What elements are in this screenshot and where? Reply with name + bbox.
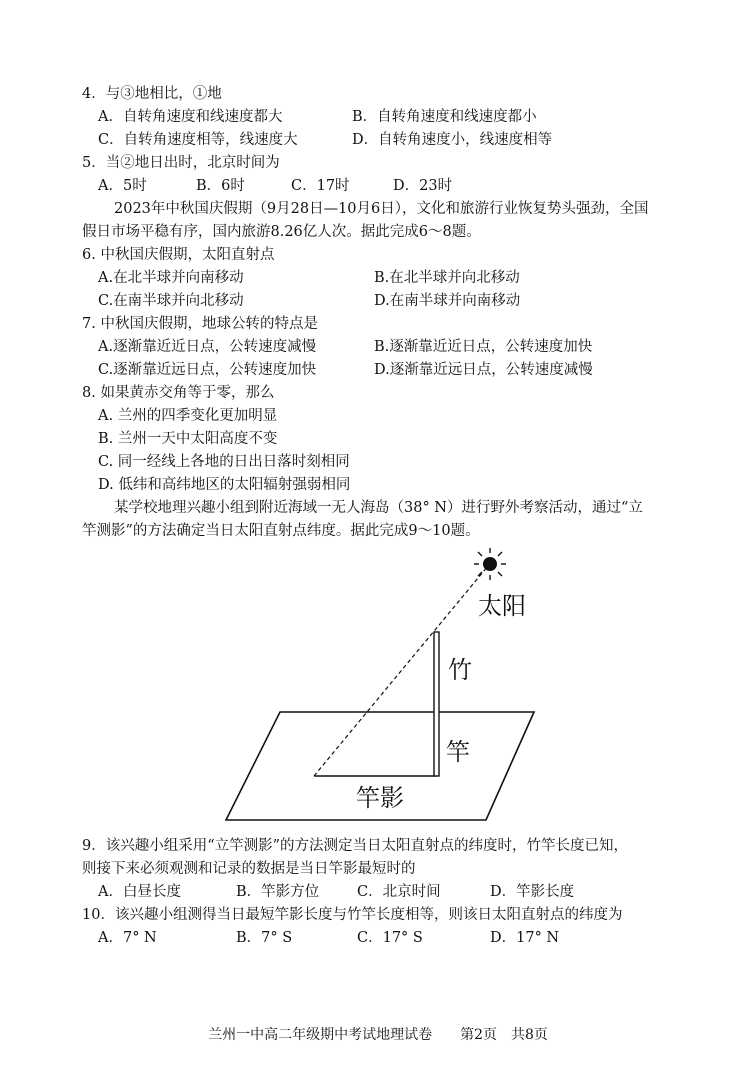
page-footer: 兰州一中高二年级期中考试地理试卷 第2页 共8页	[208, 1027, 548, 1043]
q4-option-d: D．自转角速度小，线速度相等	[352, 132, 553, 148]
q10-option-c: C．17° S	[357, 930, 423, 946]
q9-stem-line-2: 则接下来必须观测和记录的数据是当日竿影最短时的	[82, 861, 416, 877]
q5-option-a: A．5时	[98, 178, 147, 194]
q8-option-d: D. 低纬和高纬地区的太阳辐射强弱相同	[98, 477, 351, 493]
bamboo-pole	[434, 632, 439, 776]
pole-shadow-diagram	[210, 544, 550, 826]
q9-stem-line-1: 9．该兴趣小组采用“立竿测影”的方法测定当日太阳直射点的纬度时，竹竿长度已知，	[82, 838, 629, 854]
q8-option-a: A. 兰州的四季变化更加明显	[98, 408, 278, 424]
q9-option-d: D．竿影长度	[490, 884, 575, 900]
q5-option-c: C．17时	[291, 178, 350, 194]
q4-option-c: C．自转角速度相等，线速度大	[98, 132, 298, 148]
passage-1-line-2: 假日市场平稳有序，国内旅游8.26亿人次。据此完成6～8题。	[82, 224, 481, 240]
sun-label: 太阳	[478, 592, 526, 620]
shadow-label: 竿影	[356, 784, 404, 812]
q6-option-d: D.在南半球并向南移动	[374, 293, 521, 309]
q8-stem: 8. 如果黄赤交角等于零，那么	[82, 385, 275, 401]
q6-option-c: C.在南半球并向北移动	[98, 293, 244, 309]
q9-option-b: B．竿影方位	[236, 884, 320, 900]
q7-option-b: B.逐渐靠近近日点，公转速度加快	[374, 339, 593, 355]
q10-option-d: D．17° N	[490, 930, 560, 946]
q5-stem: 5．当②地日出时，北京时间为	[82, 155, 280, 171]
q5-option-d: D．23时	[393, 178, 453, 194]
q8-option-b: B. 兰州一天中太阳高度不变	[98, 431, 278, 447]
q4-option-a: A．自转角速度和线速度都大	[98, 109, 283, 125]
q10-option-b: B．7° S	[236, 930, 293, 946]
q4-option-b: B．自转角速度和线速度都小	[352, 109, 537, 125]
q6-option-b: B.在北半球并向北移动	[374, 270, 520, 286]
sun-icon	[474, 548, 506, 580]
q6-stem: 6. 中秋国庆假期，太阳直射点	[82, 247, 275, 263]
q7-option-d: D.逐渐靠近远日点，公转速度减慢	[374, 362, 593, 378]
q10-option-a: A．7° N	[98, 930, 157, 946]
q8-option-c: C. 同一经线上各地的日出日落时刻相同	[98, 454, 350, 470]
passage-1-line-1: 2023年中秋国庆假期（9月28日—10月6日），文化和旅游行业恢复势头强劲，全国	[114, 201, 649, 217]
q7-stem: 7. 中秋国庆假期，地球公转的特点是	[82, 316, 318, 332]
pole-label-bottom: 竿	[446, 738, 470, 766]
q7-option-a: A.逐渐靠近近日点，公转速度减慢	[98, 339, 317, 355]
q9-option-a: A．白昼长度	[98, 884, 181, 900]
passage-2-line-2: 竿测影”的方法确定当日太阳直射点纬度。据此完成9～10题。	[82, 523, 480, 539]
q4-stem: 4．与③地相比，①地	[82, 86, 222, 102]
q7-option-c: C.逐渐靠近远日点，公转速度加快	[98, 362, 317, 378]
q9-option-c: C．北京时间	[357, 884, 441, 900]
q6-option-a: A.在北半球并向南移动	[98, 270, 244, 286]
pole-label-top: 竹	[448, 656, 472, 684]
q10-stem: 10．该兴趣小组测得当日最短竿影长度与竹竿长度相等，则该日太阳直射点的纬度为	[82, 907, 623, 923]
q5-option-b: B．6时	[196, 178, 245, 194]
passage-2-line-1: 某学校地理兴趣小组到附近海域一无人海岛（38° N）进行野外考察活动，通过“立	[114, 500, 643, 516]
